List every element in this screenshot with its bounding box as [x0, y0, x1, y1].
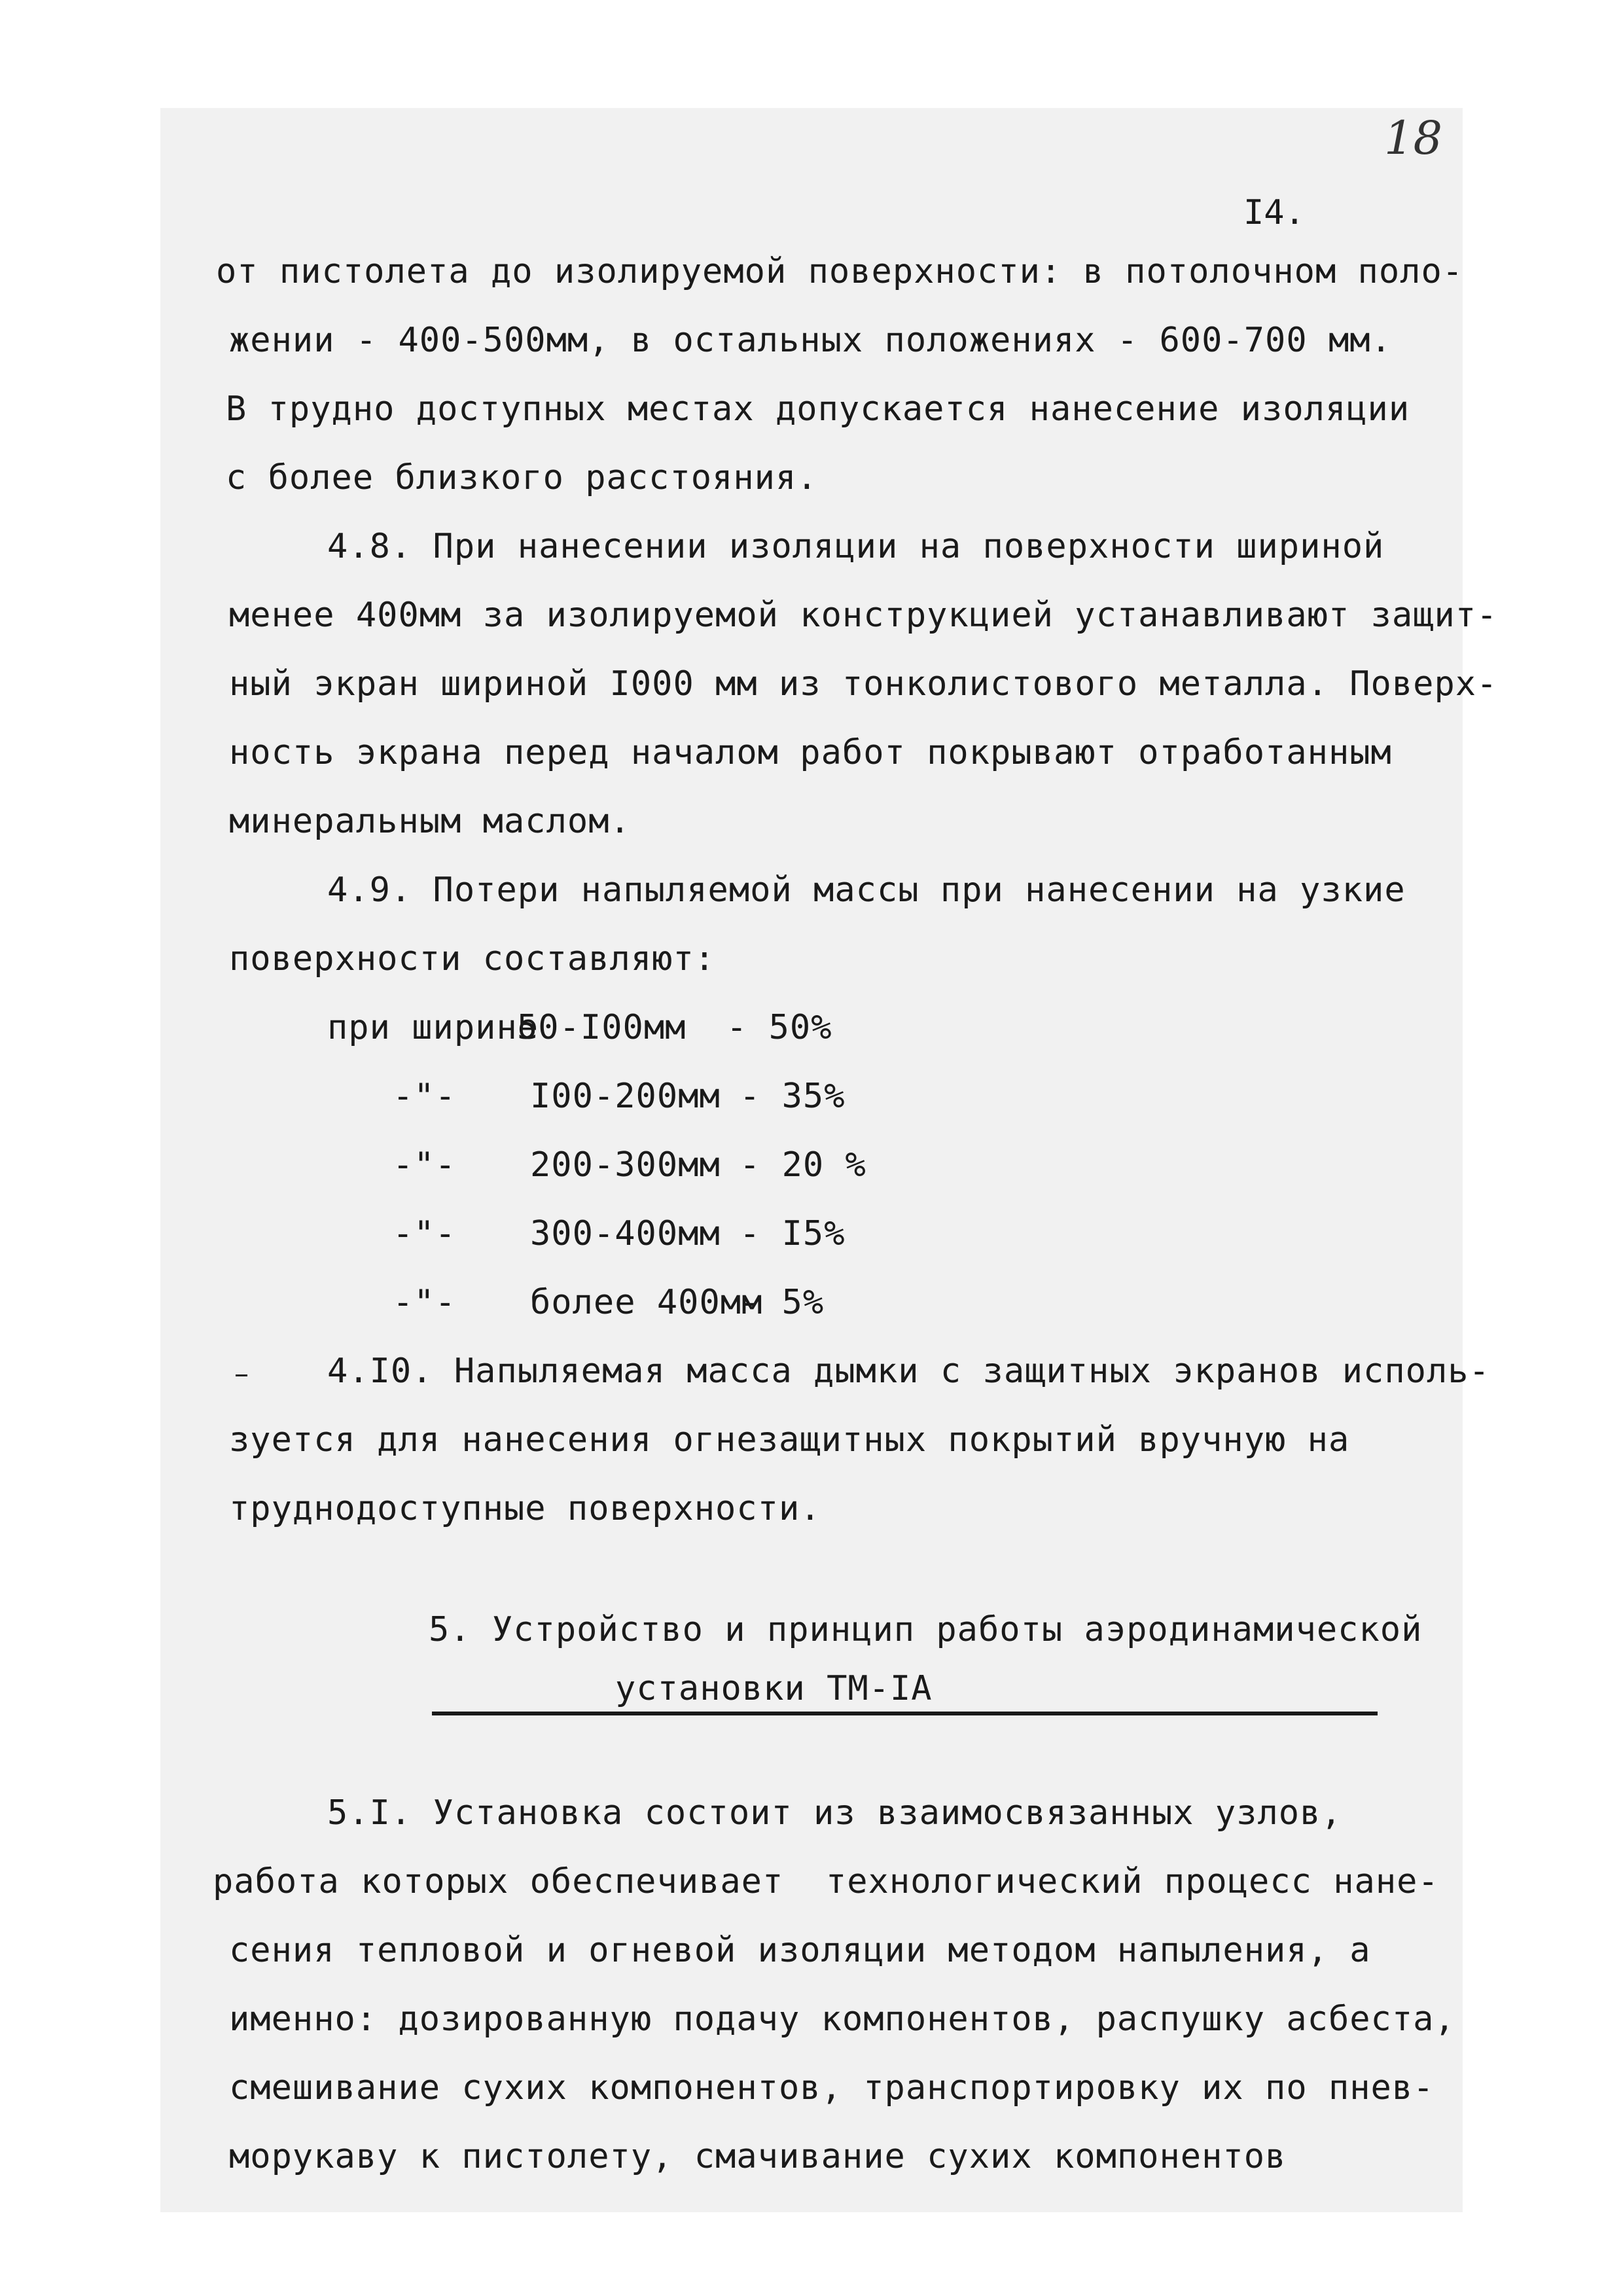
heading-underline — [432, 1712, 1378, 1715]
margin-mark — [236, 1374, 247, 1376]
text-line: минеральным маслом. — [229, 802, 631, 841]
text-line: жении - 400-500мм, в остальных положениях - 600-700 мм. — [229, 321, 1392, 360]
paragraph-4-8: 4.8. При нанесении изоляции на поверхности шириной — [327, 527, 1385, 566]
text-line: поверхности составляют: — [229, 939, 716, 978]
loss-range: 300-400мм — [530, 1214, 721, 1253]
text-line: именно: дозированную подачу компонентов, распушку асбеста, — [229, 2000, 1455, 2039]
text-line: ность экрана перед началом работ покрывают отработанным — [229, 733, 1392, 772]
text-line: сения тепловой и огневой изоляции методом напыления, а — [229, 1931, 1371, 1970]
section-heading-line-2: установки ТМ-IA — [615, 1669, 933, 1708]
text-line: от пистолета до изолируемой поверхности: в потолочном поло- — [216, 252, 1464, 291]
paragraph-4-9: 4.9. Потери напыляемой массы при нанесении на узкие — [327, 870, 1406, 910]
loss-label: -"- — [393, 1214, 456, 1253]
text-line: труднодоступные поверхности. — [229, 1489, 821, 1528]
loss-range: более 400мм — [530, 1283, 763, 1322]
paragraph-4-10: 4.I0. Напыляемая масса дымки с защитных экранов исполь- — [327, 1352, 1490, 1391]
page-number: I4. — [1243, 193, 1305, 232]
loss-value: - 35% — [740, 1077, 846, 1116]
loss-value: - I5% — [740, 1214, 846, 1253]
text-line: с более близкого расстояния. — [226, 458, 818, 497]
text-line: менее 400мм за изолируемой конструкцией устанавливают защит- — [229, 596, 1498, 635]
loss-label: при ширине — [327, 1008, 539, 1047]
loss-range: 50-I00мм — [517, 1008, 687, 1047]
paragraph-5-1: 5.I. Установка состоит из взаимосвязанных узлов, — [327, 1793, 1342, 1833]
loss-range: 200-300мм — [530, 1145, 721, 1185]
loss-label: -"- — [393, 1077, 456, 1116]
handwritten-page-number: 18 — [1384, 111, 1443, 165]
loss-value: - 50% — [726, 1008, 832, 1047]
text-line: зуется для нанесения огнезащитных покрытий вручную на — [229, 1420, 1350, 1460]
loss-value: - 5% — [740, 1283, 825, 1322]
text-line: смешивание сухих компонентов, транспортировку их по пнев- — [229, 2068, 1435, 2108]
loss-range: I00-200мм — [530, 1077, 721, 1116]
text-line: морукаву к пистолету, смачивание сухих компонентов — [229, 2137, 1287, 2176]
loss-label: -"- — [393, 1145, 456, 1185]
text-line: ный экран шириной I000 мм из тонколистового металла. Поверх- — [229, 664, 1498, 704]
loss-value: - 20 % — [740, 1145, 866, 1185]
loss-label: -"- — [393, 1283, 456, 1322]
text-line: В трудно доступных местах допускается нанесение изоляции — [226, 389, 1410, 429]
section-heading: 5. Устройство и принцип работы аэродинамической — [429, 1610, 1423, 1649]
text-line: работа которых обеспечивает технологический процесс нане- — [213, 1862, 1439, 1901]
